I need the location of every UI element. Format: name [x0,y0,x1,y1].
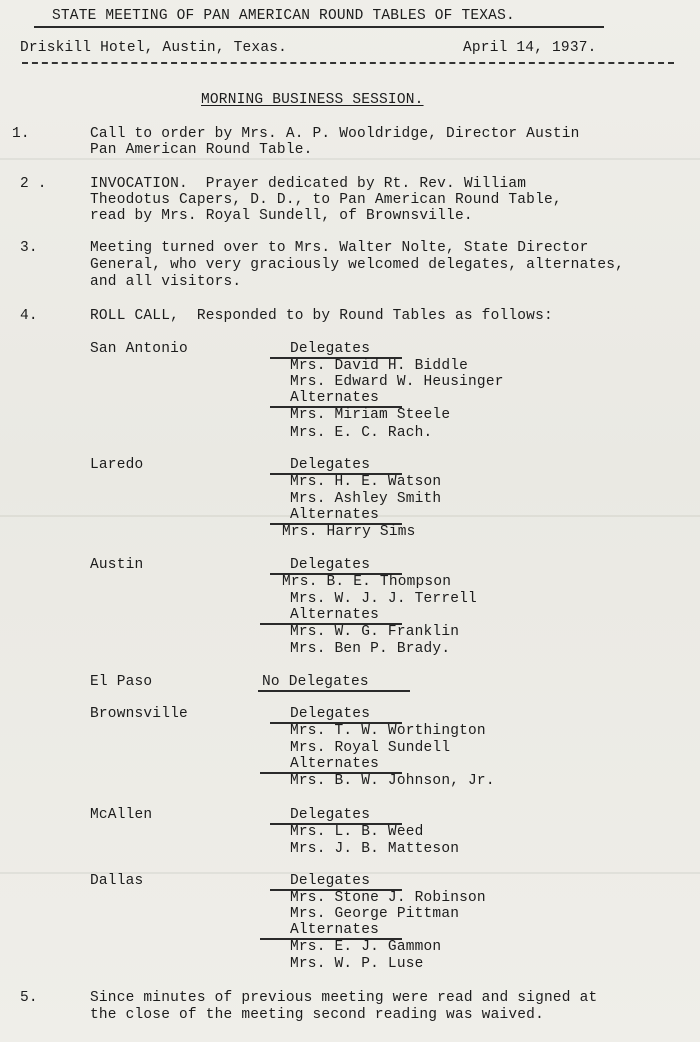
delegate-name: Mrs. Edward W. Heusinger [290,374,504,390]
delegate-name: Mrs. J. B. Matteson [290,841,460,857]
item-text: Theodotus Capers, D. D., to Pan American Round Table, [90,192,562,208]
delegate-name: Mrs. B. E. Thompson [282,574,452,590]
meeting-date: April 14, 1937. [463,40,597,56]
delegates-heading: Delegates [290,706,371,722]
delegate-name: Mrs. Stone J. Robinson [290,890,486,906]
alternates-heading: Alternates [290,390,380,406]
item-number: 1. [12,126,30,142]
paper-fold [0,158,700,160]
alternates-heading: Alternates [290,607,380,623]
alternate-name: Mrs. E. C. Rach. [290,425,433,441]
delegates-heading: Delegates [290,807,371,823]
alternates-heading: Alternates [290,756,380,772]
delegate-name: Mrs. David H. Biddle [290,358,469,374]
roll-city: El Paso [90,674,153,690]
delegate-name: Mrs. Royal Sundell [290,740,451,756]
item-text: Pan American Round Table. [90,142,313,158]
delegates-heading: Delegates [290,457,371,473]
roll-city: Dallas [90,873,144,889]
alternates-heading: Alternates [290,922,380,938]
item-number: 3. [20,240,38,256]
roll-city: Austin [90,557,144,573]
delegates-heading: Delegates [290,341,371,357]
alternate-name: Mrs. E. J. Gammon [290,939,442,955]
delegate-name: Mrs. Ashley Smith [290,491,442,507]
item-text: Since minutes of previous meeting were read and signed at [90,990,598,1006]
item-text: and all visitors. [90,274,242,290]
roll-city: Laredo [90,457,144,473]
alternate-name: Mrs. B. W. Johnson, Jr. [290,773,495,789]
document-title: STATE MEETING OF PAN AMERICAN ROUND TABLES OF TEXAS. [52,8,515,24]
heading-underline [258,690,410,692]
delegate-name: Mrs. W. J. J. Terrell [290,591,477,607]
item-text: Call to order by Mrs. A. P. Wooldridge, Director Austin [90,126,580,142]
alternate-name: Mrs. Harry Sims [282,524,416,540]
roll-city: San Antonio [90,341,188,357]
title-underline [34,26,604,28]
delegate-name: Mrs. George Pittman [290,906,460,922]
alternate-name: Mrs. Miriam Steele [290,407,451,423]
item-number: 2 . [20,176,47,192]
item-number: 5. [20,990,38,1006]
delegate-name: Mrs. T. W. Worthington [290,723,486,739]
alternate-name: Mrs. Ben P. Brady. [290,641,451,657]
meeting-location: Driskill Hotel, Austin, Texas. [20,40,288,56]
alternate-name: Mrs. W. P. Luse [290,956,424,972]
delegates-heading: Delegates [290,873,371,889]
roll-city: McAllen [90,807,153,823]
alternates-heading: Alternates [290,507,380,523]
no-delegates-label: No Delegates [262,674,369,690]
alternate-name: Mrs. W. G. Franklin [290,624,460,640]
delegate-name: Mrs. H. E. Watson [290,474,442,490]
item-text: read by Mrs. Royal Sundell, of Brownsville. [90,208,473,224]
item-number: 4. [20,308,38,324]
roll-city: Brownsville [90,706,188,722]
item-text: General, who very graciously welcomed delegates, alternates, [90,257,625,273]
delegate-name: Mrs. L. B. Weed [290,824,424,840]
delegates-heading: Delegates [290,557,371,573]
session-title: MORNING BUSINESS SESSION. [201,92,424,108]
item-text: INVOCATION. Prayer dedicated by Rt. Rev. William [90,176,527,192]
item-text: the close of the meeting second reading was waived. [90,1007,544,1023]
item-text: Meeting turned over to Mrs. Walter Nolte, State Director [90,240,589,256]
item-text: ROLL CALL, Responded to by Round Tables as follows: [90,308,553,324]
header-dashed-rule [22,62,674,64]
